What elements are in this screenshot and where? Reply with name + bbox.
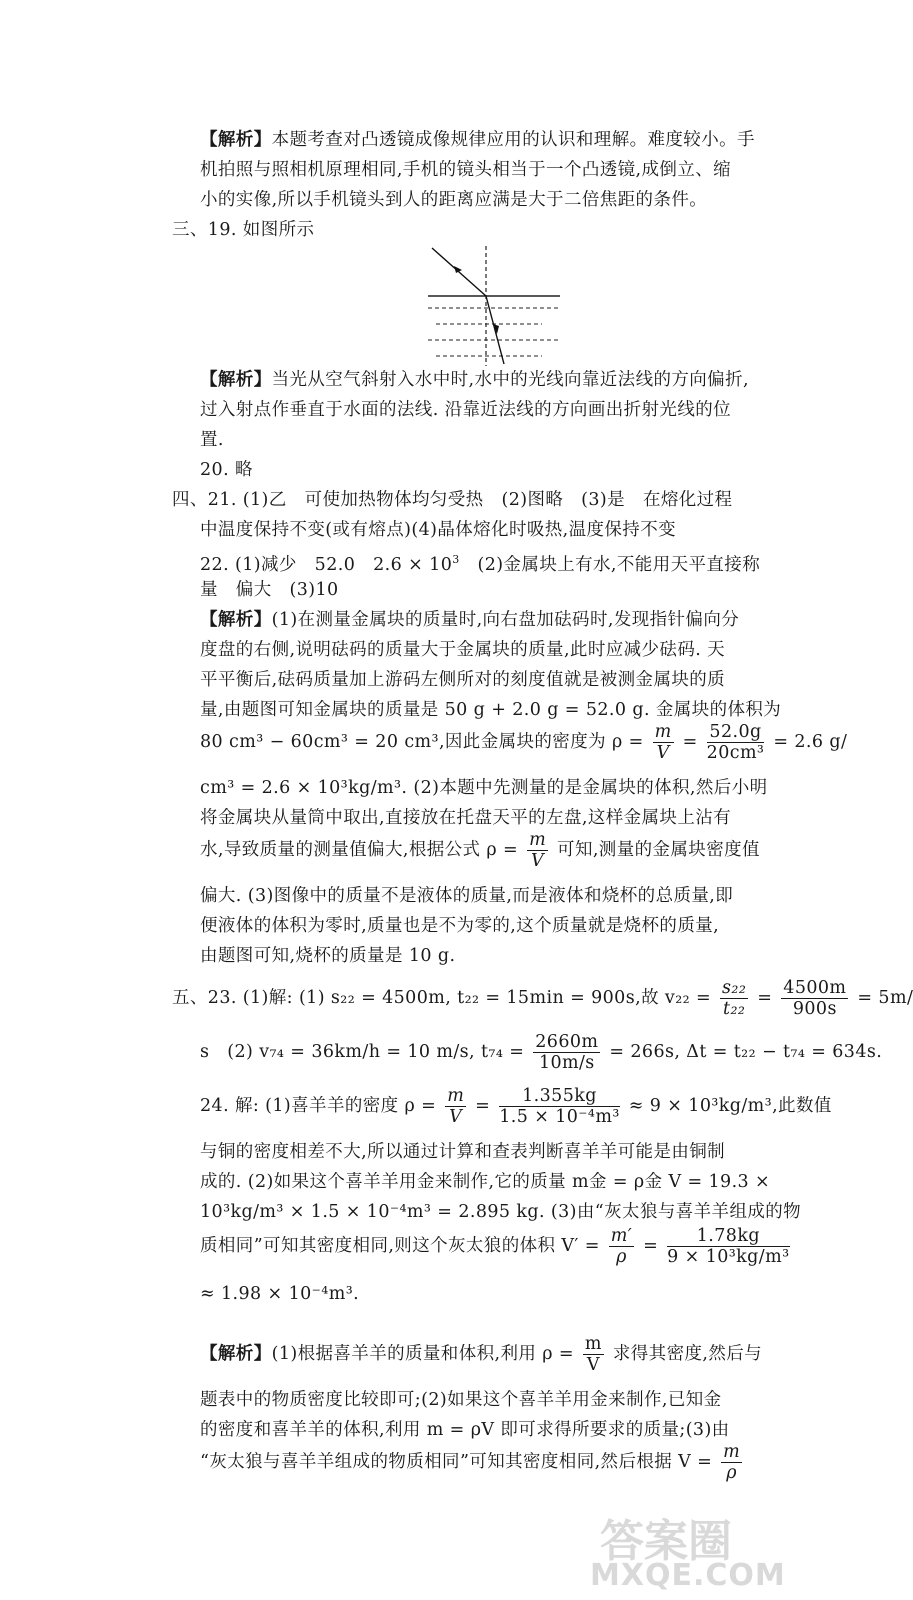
text-line: 偏大. (3)图像中的质量不是液体的质量,而是液体和烧杯的总质量,即 bbox=[200, 886, 734, 906]
text-line: 成的. (2)如果这个喜羊羊用金来制作,它的质量 m金 = ρ金 V = 19.3 × bbox=[200, 1172, 771, 1192]
fraction: $\frac{1.355kg}{\text{1.5 × 10⁻⁴m³}}$ bbox=[499, 1086, 620, 1127]
text-line: 【解析】当光从空气斜射入水中时,水中的光线向靠近法线的方向偏折, bbox=[200, 370, 749, 390]
formula-line: “灰太狼与喜羊羊组成的物质相同”可知其密度相同,然后根据 V = $\frac{m}{\rho}$ bbox=[200, 1442, 741, 1483]
question-24: 24. 解: (1)喜羊羊的密度 ρ = $\frac{m}{V}$ = $\frac{1.355kg}{\text{1.5 × 10⁻⁴m³}}$ ≈ 9 × 10³kg/m³,此数值 bbox=[200, 1086, 832, 1127]
fraction: $\frac{m}{V}$ bbox=[447, 1086, 465, 1127]
text-line: 度盘的右侧,说明砝码的质量大于金属块的质量,此时应减少砝码. 天 bbox=[200, 640, 726, 660]
text-line: 平平衡后,砝码质量加上游码左侧所对的刻度值就是被测金属块的质 bbox=[200, 670, 726, 690]
formula-line: 水,导致质量的测量值偏大,根据公式 ρ = $\frac{m}{V}$ 可知,测量的金属块密度值 bbox=[200, 830, 760, 871]
formula-line: 【解析】(1)根据喜羊羊的质量和体积,利用 ρ = $\frac{m}{V}$ 求得其密度,然后与 bbox=[200, 1334, 763, 1375]
fraction: $\frac{m}{\rho}$ bbox=[723, 1442, 741, 1483]
formula-line: s (2) v₇₄ = 36km/h = 10 m/s, t₇₄ = $\frac{2660m}{10m/s}$ = 266s, Δt = t₂₂ − t₇₄ = 634s. bbox=[200, 1032, 883, 1073]
text-line: cm³ = 2.6 × 10³kg/m³. (2)本题中先测量的是金属块的体积,然后小明 bbox=[200, 778, 768, 798]
analysis-label: 【解析】 bbox=[200, 370, 272, 390]
text-line: 小的实像,所以手机镜头到人的距离应满是大于二倍焦距的条件。 bbox=[200, 190, 708, 210]
fraction: $\frac{\text{s₂₂}}{\text{t₂₂}}$ bbox=[722, 978, 747, 1019]
analysis-label: 【解析】 bbox=[200, 130, 272, 150]
text-line: 由题图可知,烧杯的质量是 10 g. bbox=[200, 946, 456, 966]
fraction: $\frac{m}{V}$ bbox=[529, 830, 547, 871]
question-22: 22. (1)减少 52.0 $2.6 \times 10^3$ (2)金属块上有水,不能用天平直接称 bbox=[200, 553, 761, 575]
fraction: $\frac{m}{V}$ bbox=[654, 722, 672, 763]
formula-line: 80 cm³ − 60cm³ = 20 cm³,因此金属块的密度为 ρ = $\frac{m}{V}$ = $\frac{52.0g}{\text{20cm³}}$ = 2.6 g/ bbox=[200, 722, 848, 763]
question-21: 四、21. (1)乙 可使加热物体均匀受热 (2)图略 (3)是 在熔化过程 bbox=[172, 490, 733, 510]
fraction: $\frac{m'}{\rho}$ bbox=[610, 1226, 633, 1267]
text-line: 便液体的体积为零时,质量也是不为零的,这个质量就是烧杯的质量, bbox=[200, 916, 720, 936]
text-line: ≈ 1.98 × 10⁻⁴m³. bbox=[200, 1284, 360, 1304]
text-line: 的密度和喜羊羊的体积,利用 m = ρV 即可求得所要求的质量;(3)由 bbox=[200, 1420, 730, 1440]
text-line: 置. bbox=[200, 430, 224, 450]
fraction: $\frac{52.0g}{\text{20cm³}}$ bbox=[706, 722, 765, 763]
watermark-logo: 答案圈 bbox=[600, 1516, 732, 1567]
question-19: 三、19. 如图所示 bbox=[172, 220, 315, 240]
text-line: 与铜的密度相差不大,所以通过计算和查表判断喜羊羊可能是由铜制 bbox=[200, 1142, 726, 1162]
refraction-diagram bbox=[422, 240, 570, 370]
incident-ray bbox=[432, 248, 486, 296]
formula-line: 质相同”可知其密度相同,则这个灰太狼的体积 V′ = $\frac{m'}{\rho}$ = $\frac{1.78kg}{\text{9 × 10³kg/m³}}$ bbox=[200, 1226, 790, 1267]
text-line: 量 偏大 (3)10 bbox=[200, 580, 339, 600]
analysis-label: 【解析】 bbox=[200, 610, 272, 630]
watermark-url: MXQE.COM bbox=[590, 1558, 786, 1593]
fraction: $\frac{1.78kg}{\text{9 × 10³kg/m³}}$ bbox=[667, 1226, 790, 1267]
text-line: 机拍照与照相机原理相同,手机的镜头相当于一个凸透镜,成倒立、缩 bbox=[200, 160, 732, 180]
text-line: 量,由题图可知金属块的质量是 50 g + 2.0 g = 52.0 g. 金属块的体积为 bbox=[200, 700, 782, 720]
text-line: 过入射点作垂直于水面的法线. 沿靠近法线的方向画出折射光线的位 bbox=[200, 400, 732, 420]
text-line: 10³kg/m³ × 1.5 × 10⁻⁴m³ = 2.895 kg. (3)由“灰太狼与喜羊羊组成的物 bbox=[200, 1202, 802, 1222]
refracted-ray bbox=[486, 296, 504, 364]
text-line: 题表中的物质密度比较即可;(2)如果这个喜羊羊用金来制作,已知金 bbox=[200, 1390, 722, 1410]
fraction: $\frac{2660m}{10m/s}$ bbox=[535, 1032, 599, 1073]
text-line: 【解析】本题考查对凸透镜成像规律应用的认识和理解。难度较小。手 bbox=[200, 130, 755, 150]
fraction: $\frac{4500m}{900s}$ bbox=[783, 978, 847, 1019]
question-23: 五、23. (1)解: (1) s₂₂ = 4500m, t₂₂ = 15min = 900s,故 v₂₂ = $\frac{\text{s₂₂}}{\text{t₂₂}}$ = $\frac{4500m}{900s}$ = 5m/ bbox=[172, 978, 913, 1019]
incident-arrow bbox=[454, 266, 462, 273]
text-line: 【解析】(1)在测量金属块的质量时,向右盘加砝码时,发现指针偏向分 bbox=[200, 610, 740, 630]
question-20: 20. 略 bbox=[200, 460, 253, 480]
analysis-label: 【解析】 bbox=[200, 1344, 272, 1364]
text-line: 将金属块从量筒中取出,直接放在托盘天平的左盘,这样金属块上沾有 bbox=[200, 808, 732, 828]
fraction: $\frac{m}{V}$ bbox=[584, 1334, 602, 1375]
text-line: 中温度保持不变(或有熔点)(4)晶体熔化时吸热,温度保持不变 bbox=[200, 520, 677, 540]
